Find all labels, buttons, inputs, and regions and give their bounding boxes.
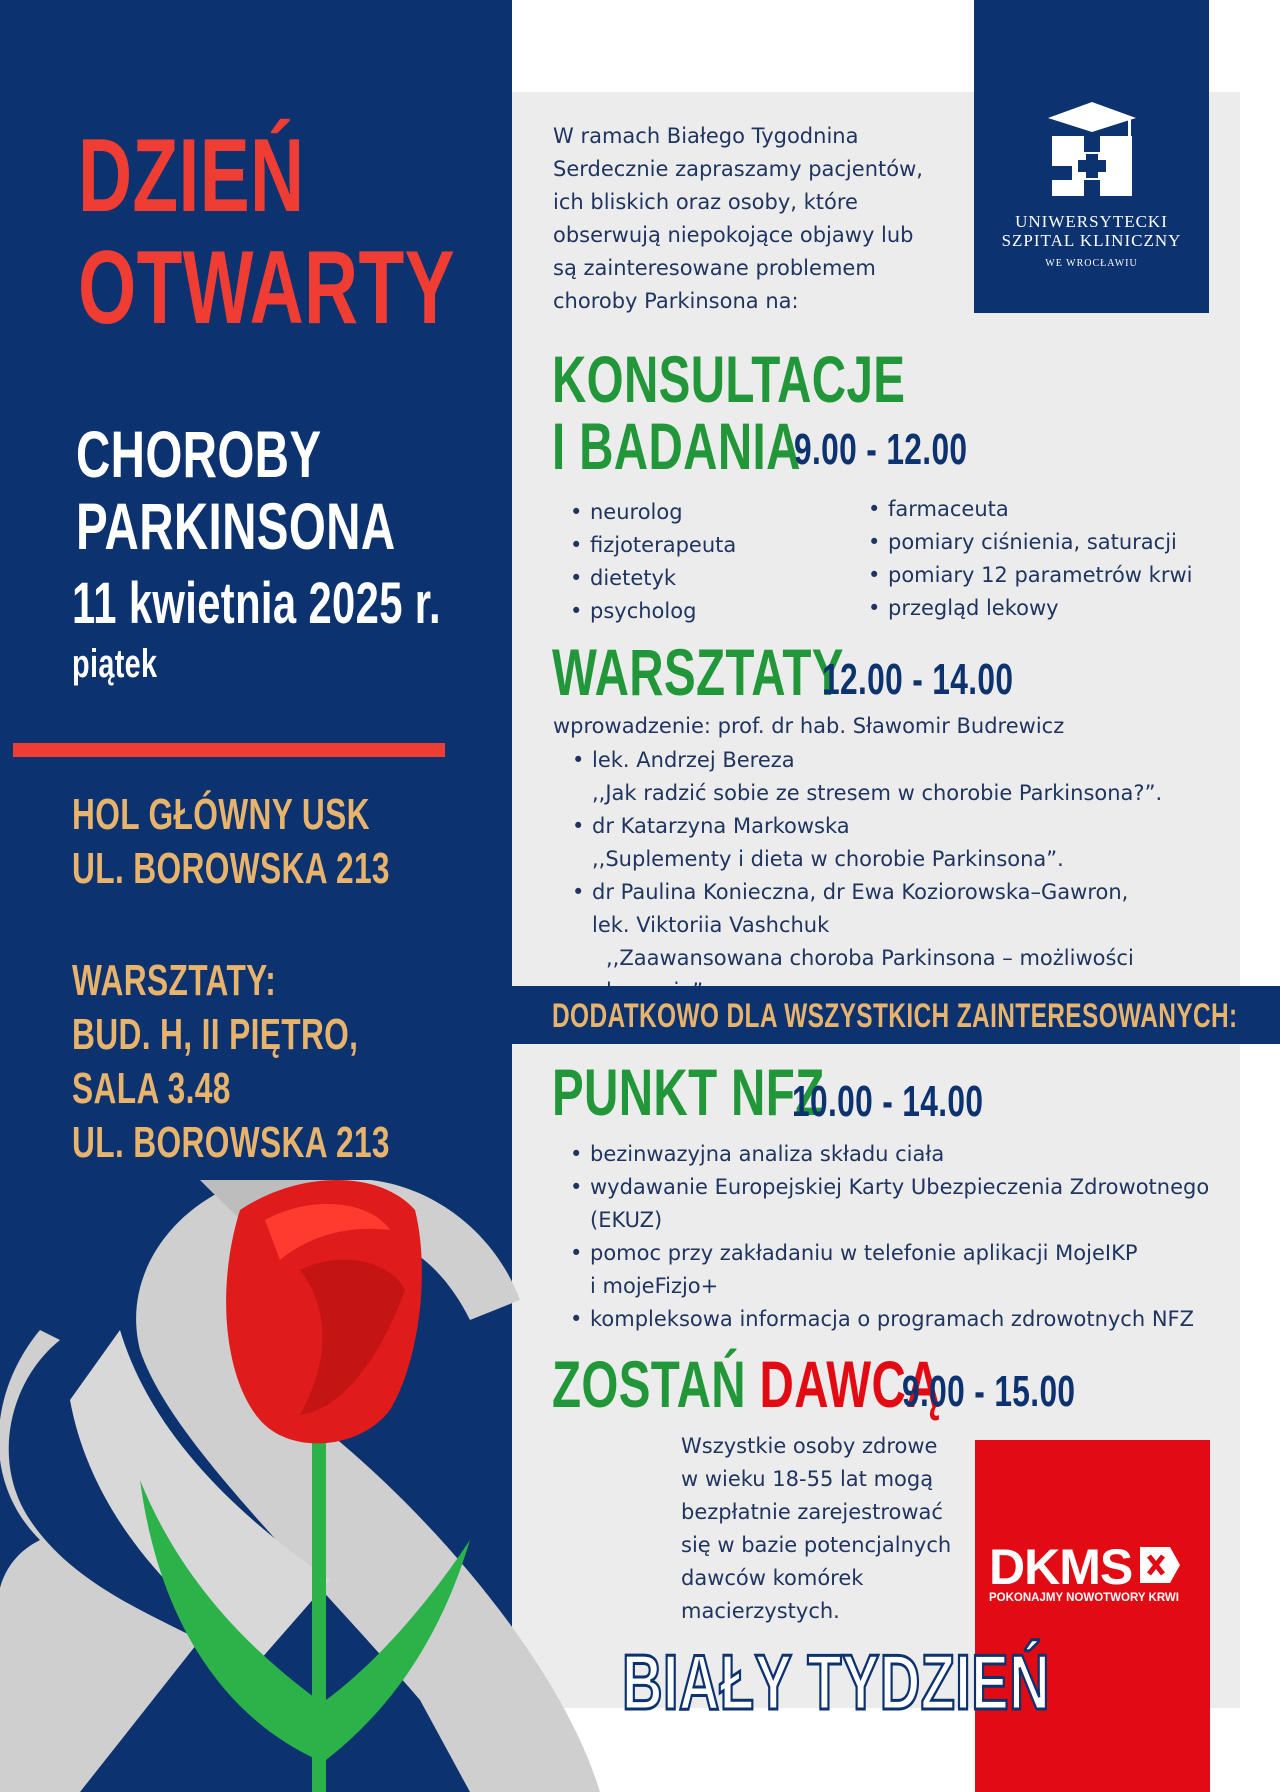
workshops-heading: WARSZTATY [552,635,844,709]
list-item: • psycholog [570,595,860,628]
nfz-heading: PUNKT NFZ [552,1055,825,1129]
consultations-list-1 [570,496,860,628]
list-item: • dr Paulina Konieczna, dr Ewa Koziorowska–Gawron, lek. Viktoriia Vashchuk ,,Zaawansowana choroba Parkinsona – możliwości [572,876,1232,1008]
consultations-heading-2: I BADANIA [552,409,801,483]
list-item: • wydawanie Europejskiej Karty Ubezpieczenia Zdrowotnego (EKUZ) [570,1171,1230,1237]
hospital-name: UNIWERSYTECKI SZPITAL KLINICZNY [1001,212,1182,250]
list-item: • lek. Andrzej Bereza ,,Jak radzić sobie ze stresem w chorobie Parkinsona?”. [572,744,1232,810]
list-item: • fizjoterapeuta [570,529,860,562]
list-item: • pomiary 12 parametrów krwi [868,559,1228,592]
list-item: • dr Katarzyna Markowska ,,Suplementy i dieta w chorobie Parkinsona”. [572,810,1232,876]
location-workshops: WARSZTATY: BUD. H, II PIĘTRO, SALA 3.48 UL. BOROWSKA 213 [72,956,390,1167]
list-item: • neurolog [570,496,860,529]
event-subtitle: CHOROBY PARKINSONA [76,417,396,563]
nfz-time: 10.00 - 14.00 [792,1077,984,1126]
event-title: DZIEŃ OTWARTY [78,118,455,346]
list-item: • farmaceuta [868,493,1228,526]
bialy-tydzien-title: BIAŁY TYDZIEŃ [622,1638,1050,1726]
list-item: • bezinwazyjna analiza składu ciała [570,1138,1230,1171]
workshops-time: 12.00 - 14.00 [822,655,1014,704]
workshops-list [572,744,1232,1008]
donor-text: Wszystkie osoby zdrowe w wieku 18-55 lat mogą bezpłatnie zarejestrować się w bazie potencjalnych dawców komórek macierzystych. [681,1434,952,1623]
dkms-slogan: POKONAJMY NOWOTWORY KRWI [989,1592,1179,1604]
divider-line [13,743,445,757]
additional-info-heading: DODATKOWO DLA WSZYSTKICH ZAINTERESOWANYCH: [552,997,1238,1035]
intro-text: W ramach Białego Tygodnina Serdecznie zapraszamy pacjentów, ich bliskich oraz osoby, które obserwują niepokojące objawy lub są zainteresowane problemem choroby Parkinsona na: [553,124,923,313]
dkms-logo [975,1440,1210,1792]
hospital-logo [974,0,1209,313]
nfz-list [570,1138,1230,1336]
list-item: • przegląd lekowy [868,592,1228,625]
donor-heading: ZOSTAŃ DAWCĄ [552,1347,941,1421]
event-date: 11 kwietnia 2025 r. [72,571,442,636]
dkms-x-icon [1140,1547,1180,1583]
list-item: • dietetyk [570,562,860,595]
list-item: • kompleksowa informacja o programach zdrowotnych NFZ [570,1303,1230,1336]
workshops-intro: wprowadzenie: prof. dr hab. Sławomir Budrewicz [553,714,1065,738]
hospital-city: WE WROCŁAWIU [1045,258,1138,269]
event-weekday: piątek [72,642,158,686]
ribbon-tulip-illustration [0,1180,640,1792]
location-main: HOL GŁÓWNY USK UL. BOROWSKA 213 [72,790,390,893]
donor-time: 9.00 - 15.00 [902,1367,1076,1416]
consultations-list-2 [868,493,1228,625]
consultations-time: 9.00 - 12.00 [794,425,968,474]
dkms-wordmark: DKMS [989,1539,1133,1595]
list-item: • pomoc przy zakładaniu w telefonie aplikacji MojeIKP i mojeFizjo+ [570,1237,1230,1303]
consultations-heading-1: KONSULTACJE [552,342,906,416]
list-item: • pomiary ciśnienia, saturacji [868,526,1228,559]
mortarboard-cross-logo [1044,96,1140,206]
